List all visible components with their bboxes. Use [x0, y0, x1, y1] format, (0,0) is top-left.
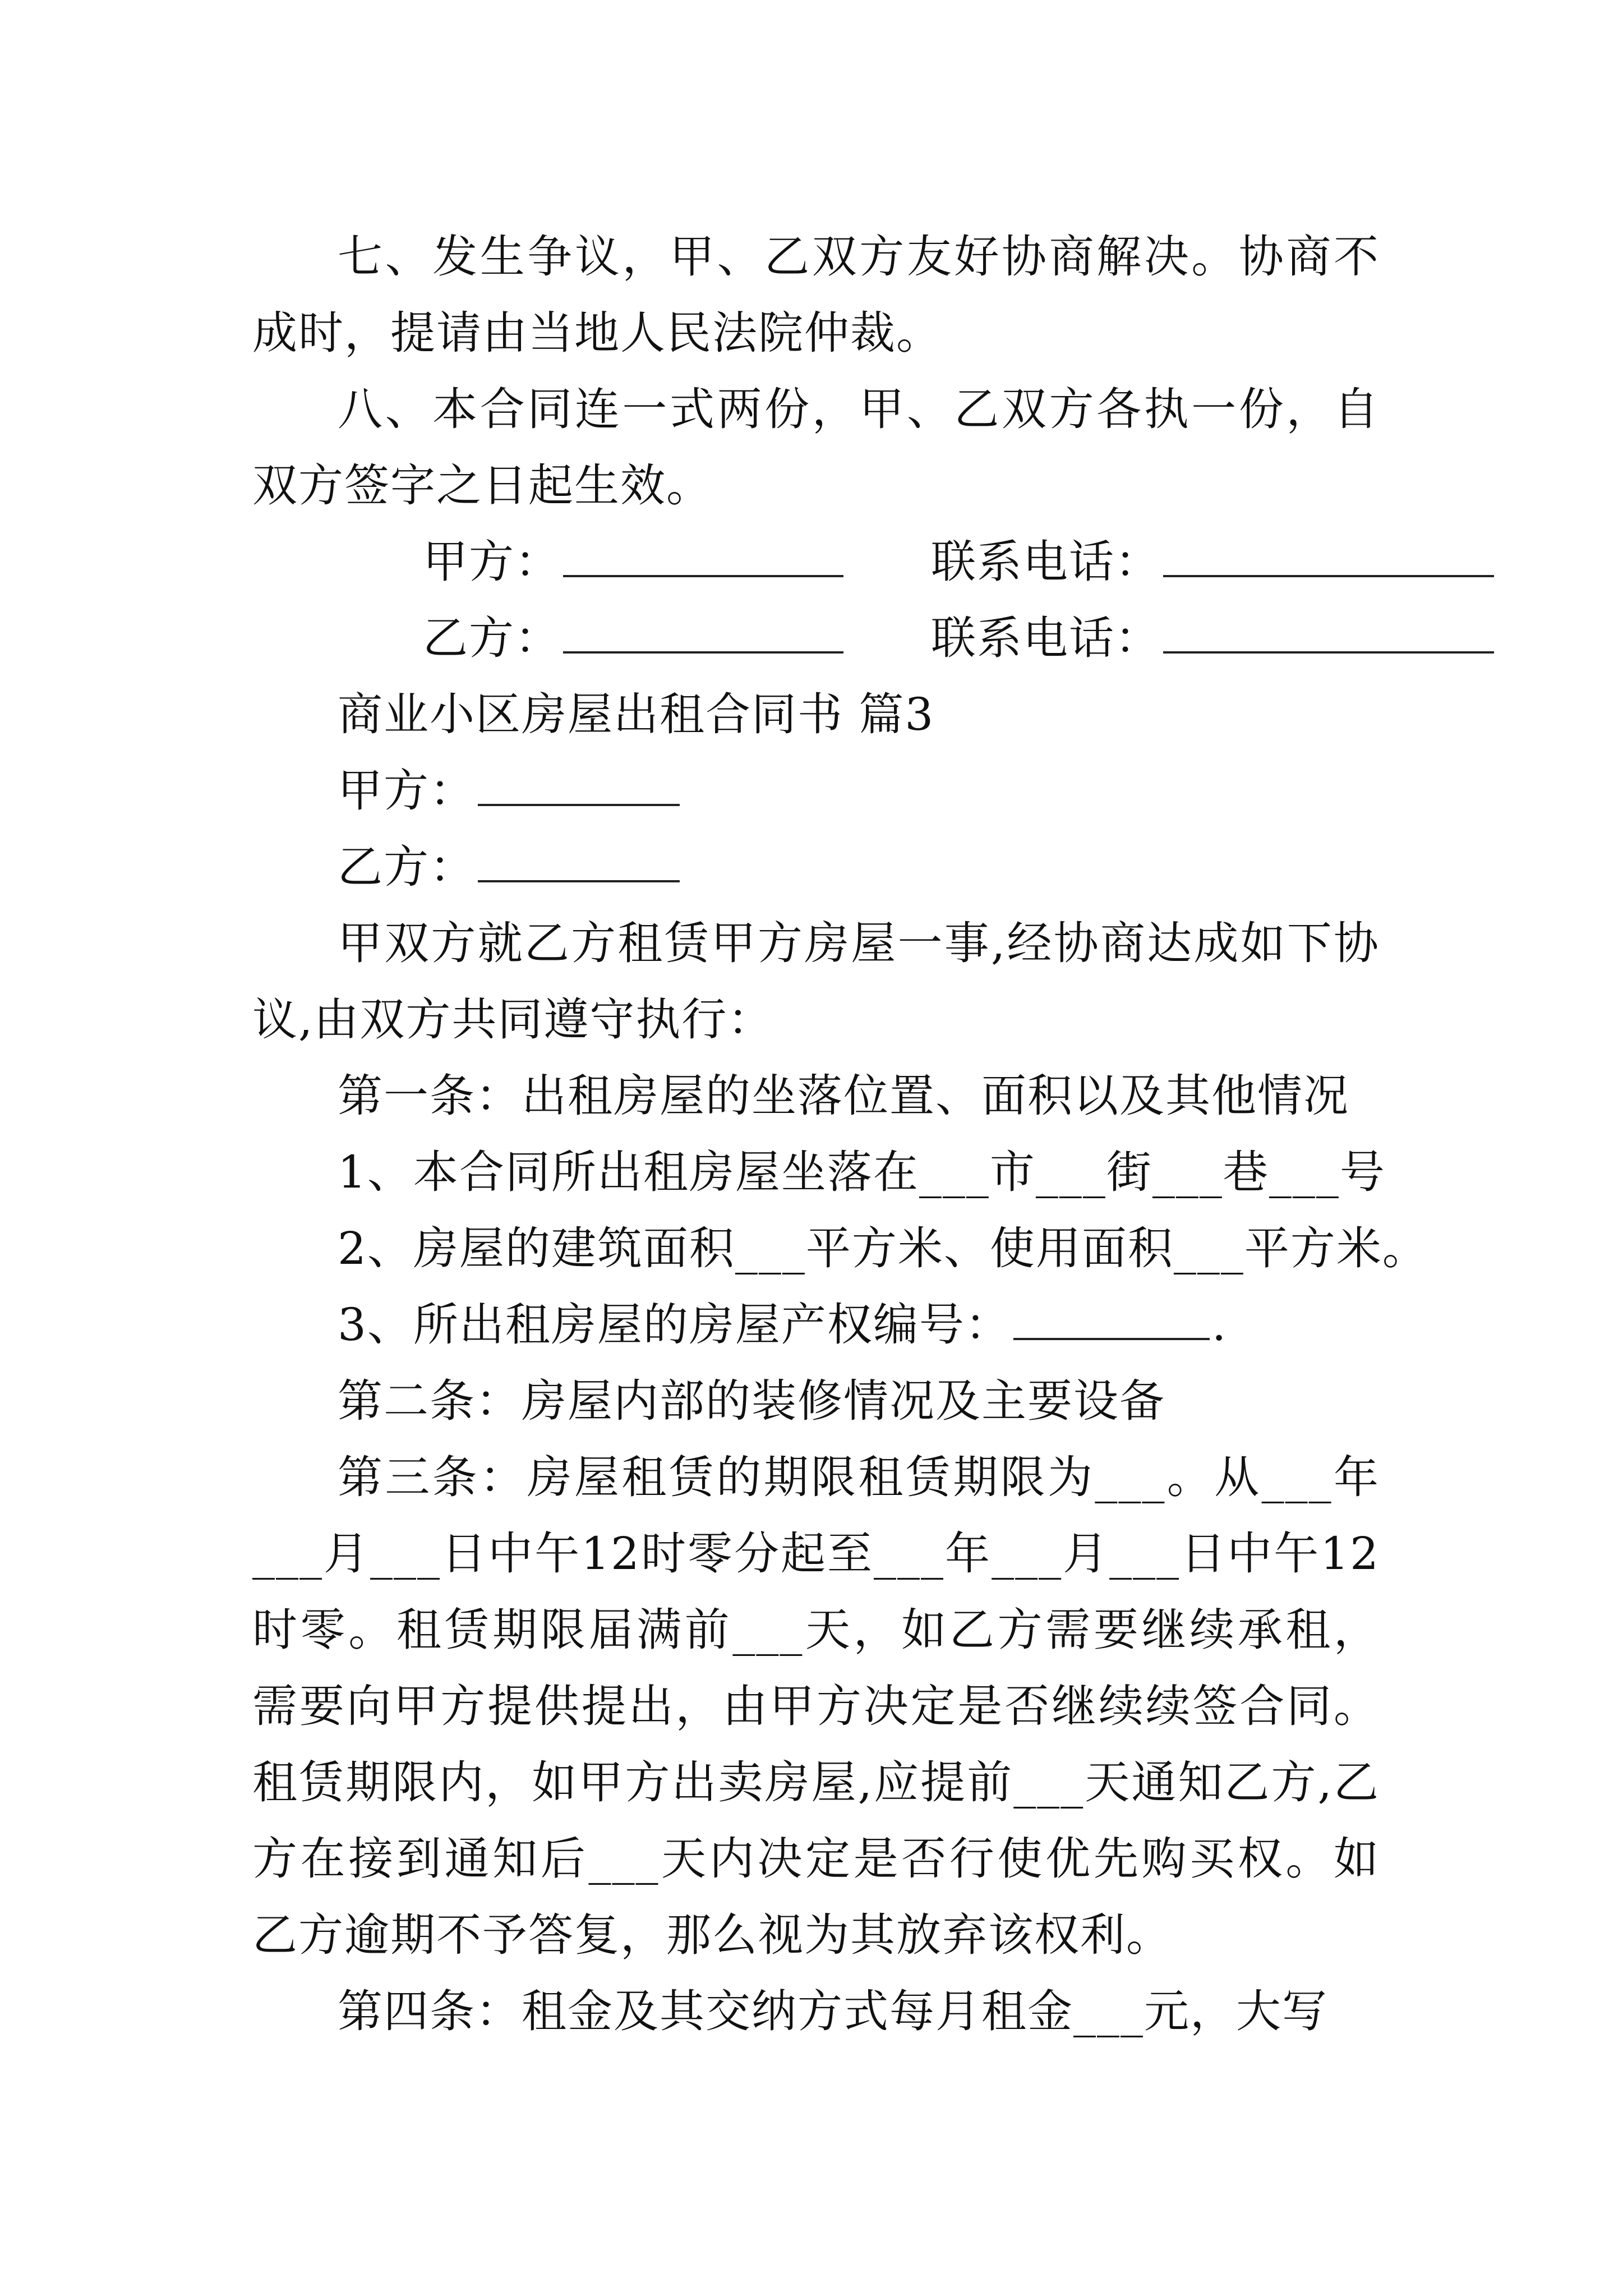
- article-1-item-2: 2、房屋的建筑面积___平方米、使用面积___平方米。: [338, 1222, 1428, 1274]
- document-body: [252, 219, 1428, 2050]
- article-1-title: 第一条：出租房屋的坐落位置、面积以及其他情况: [338, 1070, 1349, 1122]
- signature-line-party-a: [252, 524, 1380, 600]
- item-3-prefix: 3、所出租房屋的房屋产权编号：: [338, 1299, 1011, 1351]
- signature-party-a-label: 甲方：: [423, 536, 561, 588]
- article-3: 第三条：房屋租赁的期限租赁期限为___。从___年___月___日中午12时零分起至___年___月___日中午12时零。租赁期限届满前___天，如乙方需要继续承租，需要向甲方提供提出，由甲方决定是否继续续签合同。租赁期限内，如甲方出卖房屋,应提前___天通知乙方,乙方在接到通知后___天内决定是否行使优先购买权。如乙方逾期不予答复，那么视为其放弃该权利。: [252, 1451, 1380, 1961]
- party-b-label: 乙方：: [338, 841, 476, 893]
- property-number-blank: [1013, 1300, 1210, 1340]
- signature-party-b-label: 乙方：: [423, 612, 561, 664]
- section-title: 商业小区房屋出租合同书 篇3: [338, 688, 935, 740]
- signature-party-b-phone-blank: [1163, 613, 1494, 654]
- item-3-suffix: .: [1211, 1299, 1228, 1351]
- party-a-label: 甲方：: [338, 765, 476, 817]
- intro-paragraph: 甲双方就乙方租赁甲方房屋一事,经协商达成如下协议,由双方共同遵守执行：: [252, 917, 1380, 1046]
- signature-party-a-phone-label: 联系电话：: [931, 536, 1161, 588]
- article-1-item-1: 1、本合同所出租房屋坐落在___市___街___巷___号: [338, 1146, 1386, 1198]
- signature-party-b-blank: [563, 613, 843, 654]
- article-1-item-3: [252, 1287, 1380, 1363]
- party-b-line: [252, 829, 1380, 905]
- signature-party-a-phone-blank: [1163, 537, 1494, 577]
- clause-7: 七、发生争议，甲、乙双方友好协商解决。协商不成时，提请由当地人民法院仲裁。: [252, 231, 1380, 359]
- signature-party-a-blank: [563, 537, 843, 577]
- article-4: 第四条：租金及其交纳方式每月租金___元，大写: [338, 1985, 1328, 2037]
- party-a-line: [252, 753, 1380, 829]
- clause-8: 八、本合同连一式两份，甲、乙双方各执一份，自双方签字之日起生效。: [252, 383, 1380, 512]
- article-2: 第二条：房屋内部的装修情况及主要设备: [338, 1375, 1165, 1427]
- signature-party-b-phone-label: 联系电话：: [931, 612, 1161, 664]
- party-b-blank: [478, 842, 680, 882]
- signature-line-party-b: [252, 600, 1380, 677]
- party-a-blank: [478, 766, 680, 806]
